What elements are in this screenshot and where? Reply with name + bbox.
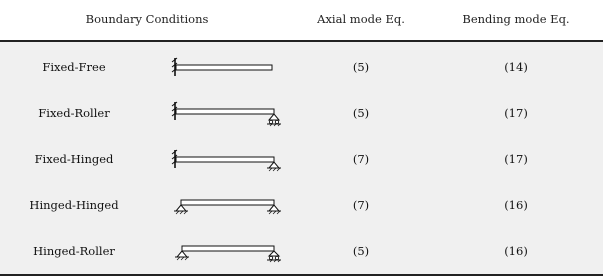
beam-shape — [176, 65, 272, 70]
hinged-support-icon — [175, 251, 189, 260]
hinged-roller-beam-diagram — [165, 236, 285, 266]
bending-eq: (17) — [504, 106, 528, 120]
table-bottom-rule — [0, 274, 603, 276]
table-row — [0, 90, 603, 136]
table-row — [0, 228, 603, 274]
condition-label: Fixed-Roller — [38, 106, 110, 120]
bending-eq: (14) — [504, 60, 528, 74]
table-row — [0, 44, 603, 90]
bending-eq: (16) — [504, 198, 528, 212]
header-axial-mode: Axial mode Eq. — [317, 12, 405, 26]
roller-support-icon — [267, 251, 281, 262]
axial-eq: (7) — [352, 152, 370, 166]
axial-eq: (5) — [352, 244, 370, 258]
axial-eq: (5) — [352, 60, 370, 74]
roller-support-icon — [267, 114, 281, 126]
table-body — [0, 42, 603, 275]
fixed-roller-beam-diagram — [165, 98, 285, 128]
axial-eq: (5) — [352, 106, 370, 120]
hinged-support-icon — [174, 205, 188, 214]
header-bending-mode: Bending mode Eq. — [462, 12, 570, 26]
table-row — [0, 136, 603, 182]
beam-shape — [176, 157, 274, 162]
bending-eq: (16) — [504, 244, 528, 258]
hinged-support-icon — [267, 205, 281, 214]
table-header — [0, 0, 603, 40]
condition-label: Fixed-Hinged — [34, 152, 114, 166]
hinged-support-icon — [267, 162, 281, 171]
table-row — [0, 182, 603, 228]
condition-label: Hinged-Roller — [33, 244, 115, 258]
condition-label: Fixed-Free — [42, 60, 106, 74]
header-boundary-conditions: Boundary Conditions — [85, 12, 209, 26]
beam-shape — [181, 200, 274, 205]
axial-eq: (7) — [352, 198, 370, 212]
hinged-hinged-beam-diagram — [165, 190, 285, 220]
beam-shape — [182, 246, 274, 251]
fixed-free-beam-diagram — [165, 52, 285, 82]
bending-eq: (17) — [504, 152, 528, 166]
beam-shape — [176, 109, 274, 114]
fixed-hinged-beam-diagram — [165, 144, 285, 174]
condition-label: Hinged-Hinged — [29, 198, 119, 212]
